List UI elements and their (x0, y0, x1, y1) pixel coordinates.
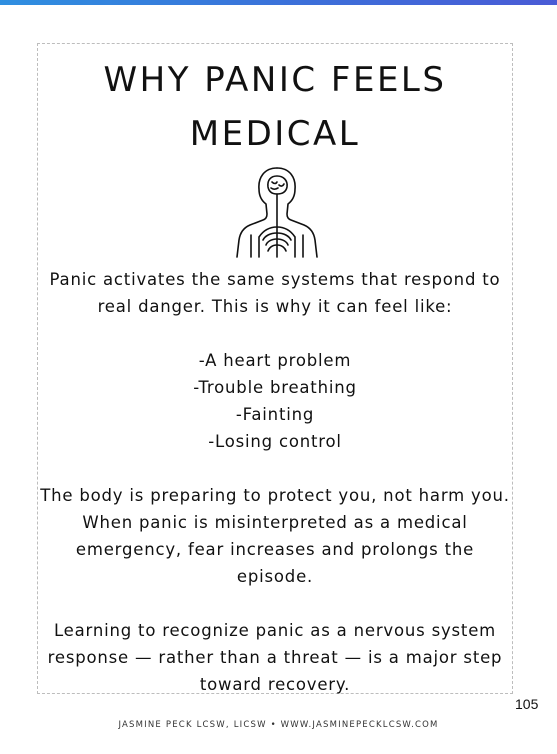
body-text (38, 266, 512, 698)
intro-paragraph: Panic activates the same systems that respond to real danger. This is why it can feel like: (49, 270, 501, 316)
page-title (38, 53, 512, 161)
human-nervous-system-icon (231, 165, 323, 259)
symptom-list (38, 347, 512, 455)
title-line-1: WHY PANIC FEELS (103, 60, 447, 100)
symptom-item: -A heart problem (198, 351, 352, 370)
symptom-item: -Fainting (235, 405, 315, 424)
content-card (37, 43, 513, 694)
body-paragraph-3: Learning to recognize panic as a nervous system response — rather than a threat — is a major step toward recovery. (47, 621, 503, 694)
title-line-2: MEDICAL (189, 114, 361, 154)
footer-credit: JASMINE PECK LCSW, LICSW • WWW.JASMINEPECKLCSW.COM (118, 720, 439, 730)
page-number: 105 (515, 696, 539, 712)
symptom-item: -Trouble breathing (193, 378, 357, 397)
symptom-item: -Losing control (208, 432, 342, 451)
top-accent-bar (0, 0, 557, 5)
body-paragraph-2: The body is preparing to protect you, not harm you. When panic is misinterpreted as a medical emergency, fear increases and prolongs the episode. (40, 486, 510, 586)
